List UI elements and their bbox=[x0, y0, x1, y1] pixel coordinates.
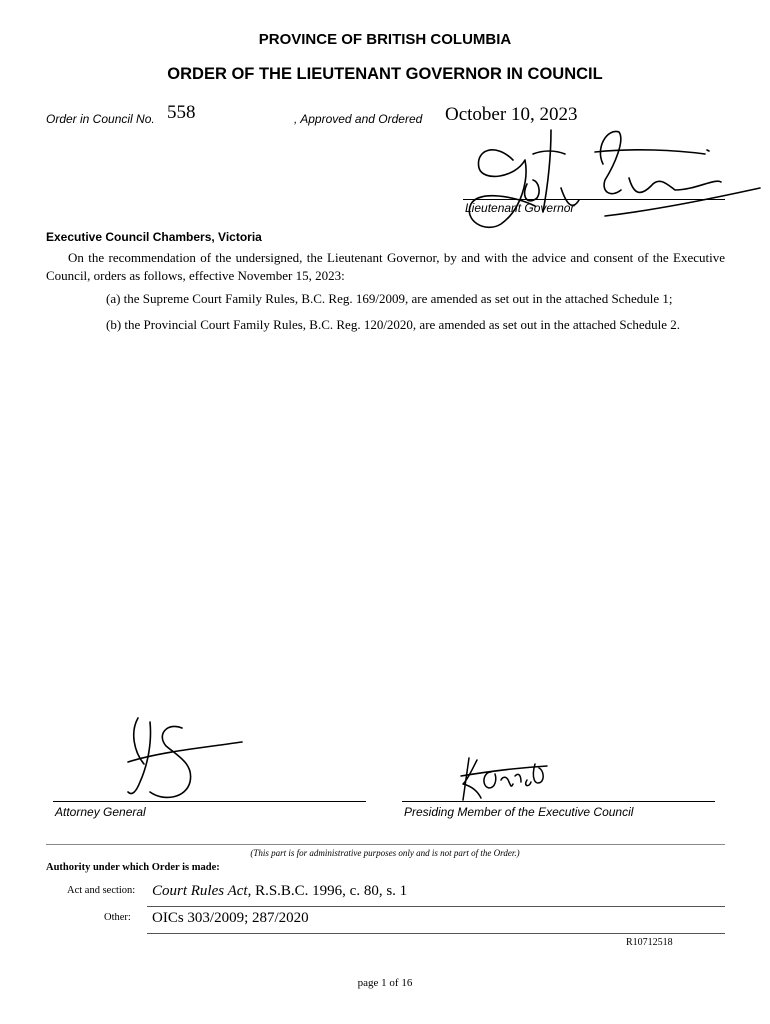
recommendation-paragraph: On the recommendation of the undersigned, the Lieutenant Governor, by and with the advice and consent of the Executive Council, orders as follows, effective November 15, 2023: bbox=[46, 250, 725, 283]
presiding-member-label: Presiding Member of the Executive Council bbox=[404, 805, 634, 819]
reference-code: R10712518 bbox=[626, 937, 673, 948]
other-value: OICs 303/2009; 287/2020 bbox=[152, 910, 309, 926]
attorney-general-signature-line bbox=[53, 801, 366, 802]
other-underline bbox=[147, 933, 725, 934]
order-item-a: (a) the Supreme Court Family Rules, B.C. Reg. 169/2009, are amended as set out in the attached Schedule 1; bbox=[106, 291, 673, 306]
authority-heading: Authority under which Order is made: bbox=[46, 862, 220, 873]
order-number: 558 bbox=[167, 102, 196, 123]
act-section-value bbox=[152, 883, 407, 900]
act-section-underline bbox=[147, 906, 725, 907]
province-heading: PROVINCE OF BRITISH COLUMBIA bbox=[258, 31, 512, 48]
act-name: Court Rules Act bbox=[152, 883, 248, 899]
admin-note: (This part is for administrative purposes only and is not part of the Order.) bbox=[250, 848, 520, 858]
presiding-member-signature-icon bbox=[455, 752, 555, 807]
act-section-label: Act and section: bbox=[67, 885, 136, 896]
attorney-general-signature-icon bbox=[120, 712, 250, 807]
approved-date: October 10, 2023 bbox=[445, 104, 578, 125]
page-number: page 1 of 16 bbox=[357, 977, 413, 989]
order-title: ORDER OF THE LIEUTENANT GOVERNOR IN COUNCIL bbox=[167, 65, 603, 83]
order-item-b: (b) the Provincial Court Family Rules, B.C. Reg. 120/2020, are amended as set out in the attached Schedule 2. bbox=[106, 317, 681, 332]
presiding-member-signature-line bbox=[402, 801, 715, 802]
admin-divider bbox=[46, 844, 725, 845]
attorney-general-label: Attorney General bbox=[55, 805, 146, 819]
lieutenant-governor-signature-icon bbox=[455, 120, 765, 240]
act-citation: , R.S.B.C. 1996, c. 80, s. 1 bbox=[247, 883, 408, 899]
other-label: Other: bbox=[104, 912, 131, 923]
approved-label: , Approved and Ordered bbox=[294, 112, 423, 126]
order-number-label: Order in Council No. bbox=[46, 112, 155, 126]
council-chambers-heading: Executive Council Chambers, Victoria bbox=[46, 230, 262, 244]
lieutenant-governor-signature-line bbox=[463, 199, 725, 200]
lieutenant-governor-label: Lieutenant Governor bbox=[465, 201, 575, 215]
